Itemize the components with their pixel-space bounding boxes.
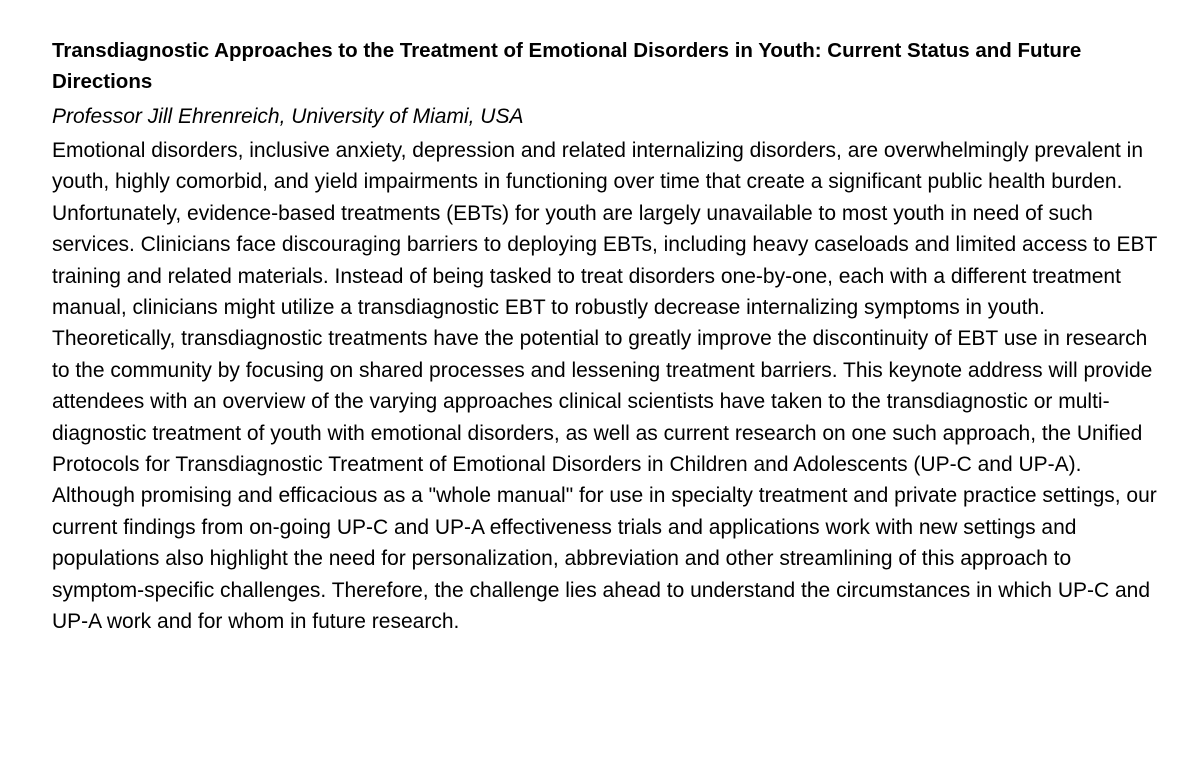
author-line: Professor Jill Ehrenreich, University of Miami, USA [52, 105, 524, 128]
abstract-body: Emotional disorders, inclusive anxiety, depression and related internalizing disorders, are overwhelmingly prevalent in youth, highly comorbid, and yield impairments in functioning over time that create a significant public health burden. Unfortunately, evidence-based treatments (EBTs) for youth are largely unavailable to most youth in need of such services. Clinicians face discouraging barriers to deploying EBTs, including heavy caseloads and limited access to EBT training and related materials. Instead of being tasked to treat disorders one-by-one, each with a different treatment manual, clinicians might utilize a transdiagnostic EBT to robustly decrease internalizing symptoms in youth. Theoretically, transdiagnostic treatments have the potential to greatly improve the discontinuity of EBT use in research to the community by focusing on shared processes and lessening treatment barriers. This keynote address will provide attendees with an overview of the varying approaches clinical scientists have taken to the transdiagnostic or multi-diagnostic treatment of youth with emotional disorders, as well as current research on one such approach, the Unified Protocols for Transdiagnostic Treatment of Emotional Disorders in Children and Adolescents (UP-C and UP-A). Although promising and efficacious as a "whole manual" for use in specialty treatment and private practice settings, our current findings from on-going UP-C and UP-A effectiveness trials and applications work with new settings and populations also highlight the need for personalization, abbreviation and other streamlining of this approach to symptom-specific challenges. Therefore, the challenge lies ahead to understand the circumstances in which UP-C and UP-A work and for whom in future research. [52, 139, 1158, 634]
document-title: Transdiagnostic Approaches to the Treatment of Emotional Disorders in Youth: Current Status and Future Directions [52, 39, 1082, 93]
